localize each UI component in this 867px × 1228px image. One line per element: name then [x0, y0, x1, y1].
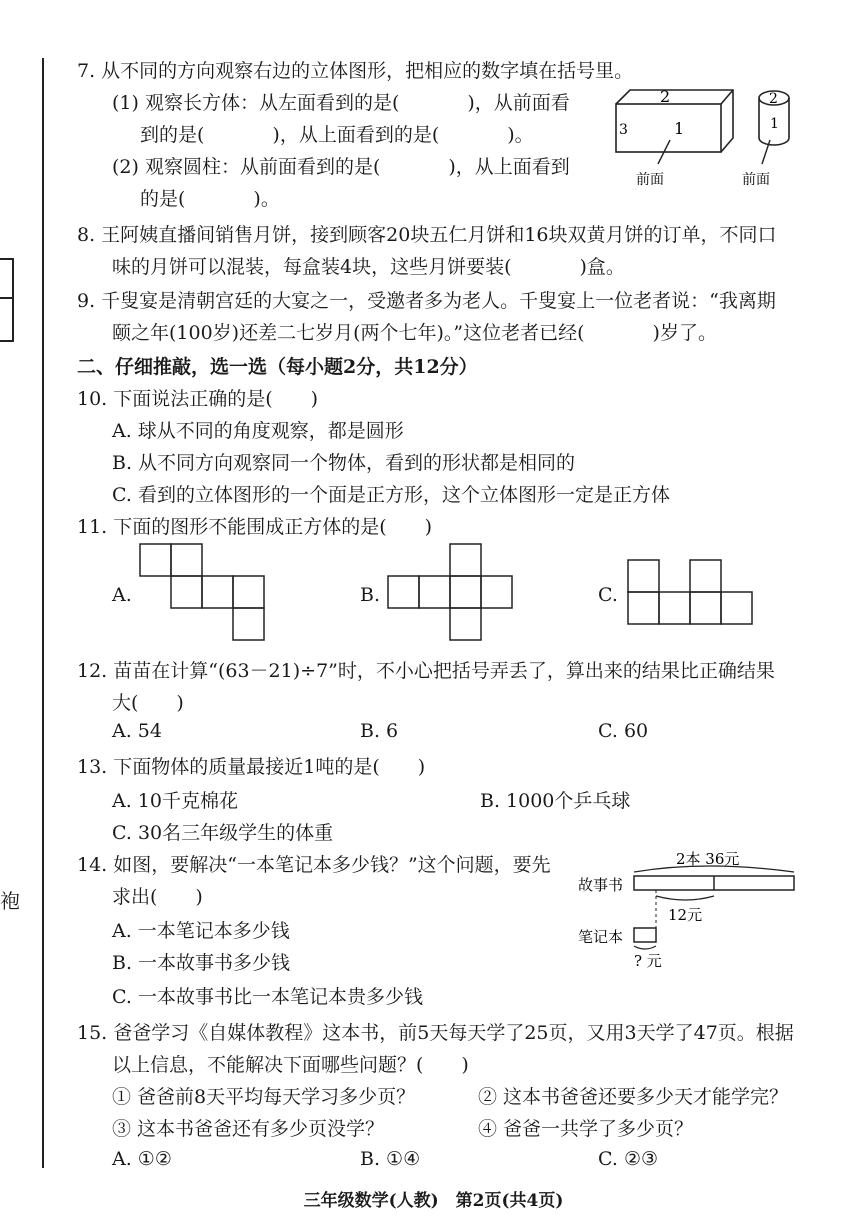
q13-stem: 13. 下面物体的质量最接近1吨的是( )	[77, 756, 426, 778]
q15-line2: 以上信息，不能解决下面哪些问题？( )	[112, 1054, 469, 1076]
q11-net-c	[626, 558, 756, 630]
binding-bracket-mark	[0, 258, 14, 342]
q10-option-c: C. 看到的立体图形的一个面是正方形，这个立体图形一定是正方体	[112, 484, 670, 506]
q15-statement-1: ① 爸爸前8天平均每天学习多少页？	[112, 1086, 416, 1108]
q7-solids-figure	[608, 82, 808, 192]
q11-stem: 11. 下面的图形不能围成正方体的是( )	[77, 516, 433, 538]
cylinder-front-number: 1	[770, 116, 779, 132]
q11-option-c-label: C.	[598, 584, 618, 606]
diagram-note-label: 笔记本	[578, 928, 624, 946]
q11-net-a	[138, 542, 268, 642]
q7-part1-line1: (1) 观察长方体：从左面看到的是( )，从前面看	[112, 92, 570, 114]
q15-line1: 15. 爸爸学习《自媒体教程》这本书，前5天每天学了25页，又用3天学了47页。根据	[77, 1022, 794, 1044]
q7-part2-line1: (2) 观察圆柱：从前面看到的是( )，从上面看到	[112, 156, 570, 178]
q10-option-b: B. 从不同方向观察同一个物体，看到的形状都是相同的	[112, 452, 576, 474]
q7-part2-line2: 的是( )。	[140, 188, 280, 210]
q12-option-c: C. 60	[598, 720, 649, 742]
q8-line1: 8. 王阿姨直播间销售月饼，接到顾客20块五仁月饼和16块双黄月饼的订单，不同口	[77, 224, 777, 246]
diagram-story-label: 故事书	[578, 876, 624, 894]
q11-option-b-label: B.	[360, 584, 381, 606]
q10-option-a: A. 球从不同的角度观察，都是圆形	[112, 420, 404, 442]
diagram-note-brace	[634, 946, 656, 949]
q11-option-a-label: A.	[112, 584, 132, 606]
q14-option-c: C. 一本故事书比一本笔记本贵多少钱	[112, 986, 423, 1008]
q7-part1-line2: 到的是( )，从上面看到的是( )。	[140, 124, 534, 146]
q12-option-b: B. 6	[360, 720, 399, 742]
q15-option-a: A. ①②	[112, 1148, 172, 1170]
q14-option-a: A. 一本笔记本多少钱	[112, 920, 290, 942]
q9-line2: 颐之年(100岁)还差二七岁月(两个七年)。”这位老者已经( )岁了。	[112, 322, 717, 344]
q15-statement-4: ④ 爸爸一共学了多少页？	[478, 1118, 694, 1140]
q14-option-b: B. 一本故事书多少钱	[112, 952, 291, 974]
q9-line1: 9. 千叟宴是清朝宫廷的大宴之一，受邀者多为老人。千叟宴上一位老者说：“我离期	[77, 290, 776, 312]
cylinder-front-caption: 前面	[742, 172, 770, 188]
section-2-heading: 二、仔细推敲，选一选（每小题2分，共12分）	[77, 356, 478, 378]
q11-net-b	[386, 542, 516, 642]
q7-stem: 7. 从不同的方向观察右边的立体图形，把相应的数字填在括号里。	[77, 60, 634, 82]
q15-statement-3: ③ 这本书爸爸还有多少页没学？	[112, 1118, 385, 1140]
q12-line2: 大( )	[112, 692, 184, 714]
q14-line-diagram	[576, 846, 804, 972]
q15-statement-2: ② 这本书爸爸还要多少天才能学完？	[478, 1086, 789, 1108]
cuboid-front-number: 1	[674, 119, 685, 138]
q13-option-c: C. 30名三年级学生的体重	[112, 822, 334, 844]
page-footer: 三年级数学(人教) 第2页(共4页)	[303, 1191, 564, 1211]
q15-option-c: C. ②③	[598, 1148, 659, 1170]
cylinder-top-number: 2	[769, 91, 778, 107]
q14-line2: 求出( )	[112, 886, 203, 908]
cuboid-top-number: 2	[660, 87, 671, 106]
cuboid-front-caption: 前面	[636, 172, 664, 188]
diagram-diff-brace	[656, 896, 714, 900]
binding-margin-line	[42, 58, 44, 1168]
diagram-unknown-label: ? 元	[634, 952, 662, 970]
q8-line2: 味的月饼可以混装，每盒装4块，这些月饼要装( )盒。	[112, 256, 625, 278]
diagram-top-label: 2本 36元	[676, 850, 740, 868]
diagram-note-bar	[634, 928, 656, 942]
edge-character: 袍	[0, 889, 20, 913]
q12-option-a: A. 54	[112, 720, 162, 742]
q15-option-b: B. ①④	[360, 1148, 421, 1170]
cuboid-left-number: 3	[619, 122, 628, 138]
q12-line1: 12. 苗苗在计算“(63－21)÷7”时，不小心把括号弄丢了，算出来的结果比正确结果	[77, 660, 775, 682]
binding-bracket-tick	[0, 297, 12, 299]
q10-stem: 10. 下面说法正确的是( )	[77, 388, 319, 410]
q13-option-b: B. 1000个乒乓球	[480, 790, 631, 812]
q13-option-a: A. 10千克棉花	[112, 790, 238, 812]
q14-line1: 14. 如图，要解决“一本笔记本多少钱？”这个问题，要先	[77, 854, 551, 876]
diagram-diff-label: 12元	[668, 906, 703, 924]
